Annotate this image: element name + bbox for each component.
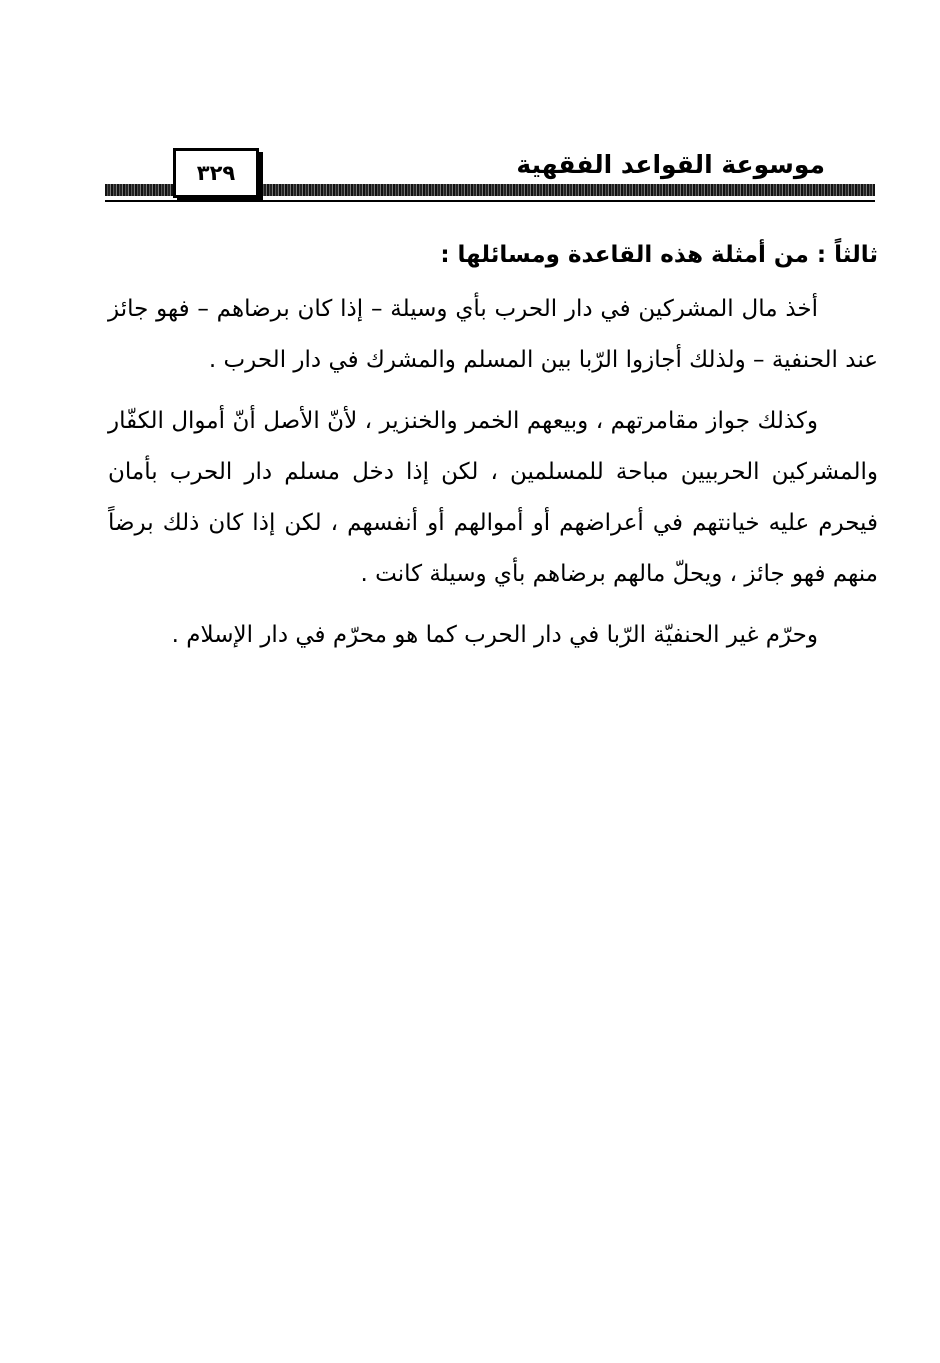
paragraph-2-text: وكذلك جواز مقامرتهم ، وبيعهم الخمر والخنزير ، لأنّ الأصل أنّ أموال الكفّار والمشركين الحربيين مباحة للمسلمين ، لكن إذا دخل مسلم دار الحرب بأمان فيحرم عليه خيانتهم في أعراضهم أو أموالهم أو أنفسهم ، لكن إذا كان ذلك برضاً منهم فهو جائز ، ويحلّ مالهم برضاهم بأي وسيلة كانت . bbox=[108, 408, 878, 587]
page-number: ٣٢٩ bbox=[173, 148, 259, 198]
running-title: موسوعة القواعد الفقهية bbox=[516, 150, 825, 179]
paragraph-3 bbox=[108, 610, 878, 661]
header-rule-thin bbox=[105, 200, 875, 202]
section-heading: ثالثاً : من أمثلة هذه القاعدة ومسائلها : bbox=[440, 242, 878, 268]
paragraph-1 bbox=[108, 284, 878, 386]
paragraph-2 bbox=[108, 396, 878, 600]
paragraph-3-text: وحرّم غير الحنفيّة الرّبا في دار الحرب كما هو محرّم في دار الإسلام . bbox=[171, 622, 818, 648]
page-body bbox=[108, 232, 878, 671]
page-header bbox=[105, 148, 875, 210]
paragraph-1-text: أخذ مال المشركين في دار الحرب بأي وسيلة – إذا كان برضاهم – فهو جائز عند الحنفية – ولذلك أجازوا الرّبا بين المسلم والمشرك في دار الحرب . bbox=[108, 296, 878, 373]
